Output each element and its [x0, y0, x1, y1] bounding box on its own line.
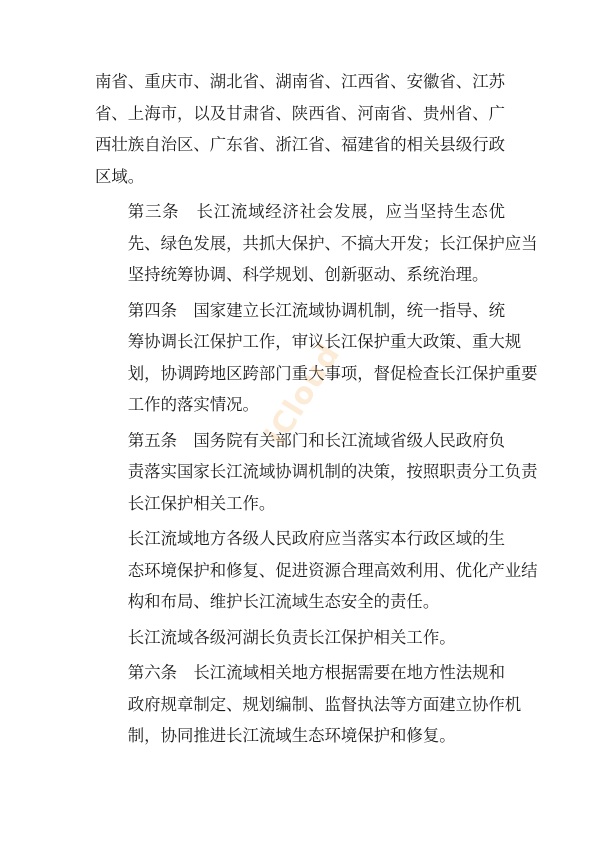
text-line: 西壮族自治区、广东省、浙江省、福建省的相关县级行政: [95, 135, 505, 154]
text-line: 划，协调跨地区跨部门重大事项，督促检查长江保护重要: [127, 363, 538, 383]
text-line: 先、绿色发展，共抓大保护、不搞大开发；长江保护应当: [127, 233, 538, 253]
text-line: 长江保护相关工作。: [127, 493, 276, 513]
text-line: 坚持统筹协调、科学规划、创新驱动、系统治理。: [127, 265, 489, 284]
text-line: 工作的落实情况。: [127, 395, 259, 414]
text-line: 第六条 长江流域相关地方根据需要在地方性法规和: [127, 663, 505, 682]
text-line: 第五条 国务院有关部门和长江流域省级人民政府负: [127, 430, 505, 450]
text-line: 构和布局、维护长江流域生态安全的责任。: [127, 592, 440, 611]
text-line: 第四条 国家建立长江流域协调机制，统一指导、统: [127, 300, 505, 320]
text-line: 第三条 长江流域经济社会发展，应当坚持生态优: [127, 202, 505, 221]
document-body: [95, 66, 538, 756]
text-line: 筹协调长江保护工作，审议长江保护重大政策、重大规: [127, 332, 522, 351]
paragraph: [95, 196, 538, 291]
paragraph: [95, 657, 522, 752]
text-line: 长江流域各级河湖长负责长江保护相关工作。: [127, 627, 456, 647]
text-line: 制，协同推进长江流域生态环境保护和修复。: [127, 726, 456, 745]
paragraph: [95, 523, 538, 618]
paragraph: [95, 295, 538, 421]
watermark-logo: iCloud: [258, 337, 348, 452]
text-line: 省、上海市，以及甘肃省、陕西省、河南省、贵州省、广: [95, 103, 505, 123]
text-line: 责落实国家长江流域协调机制的决策，按照职责分工负责: [127, 462, 538, 481]
text-line: 长江流域地方各级人民政府应当落实本行政区域的生: [127, 529, 505, 548]
paragraph: [95, 425, 538, 520]
paragraph: [95, 622, 505, 654]
text-line: 态环境保护和修复、促进资源合理高效利用、优化产业结: [127, 560, 538, 580]
text-line: 区域。: [95, 166, 145, 186]
text-line: 南省、重庆市、湖北省、湖南省、江西省、安徽省、江苏: [95, 72, 505, 91]
paragraph: [95, 66, 505, 192]
text-line: 政府规章制定、规划编制、监督执法等方面建立协作机: [127, 694, 522, 714]
